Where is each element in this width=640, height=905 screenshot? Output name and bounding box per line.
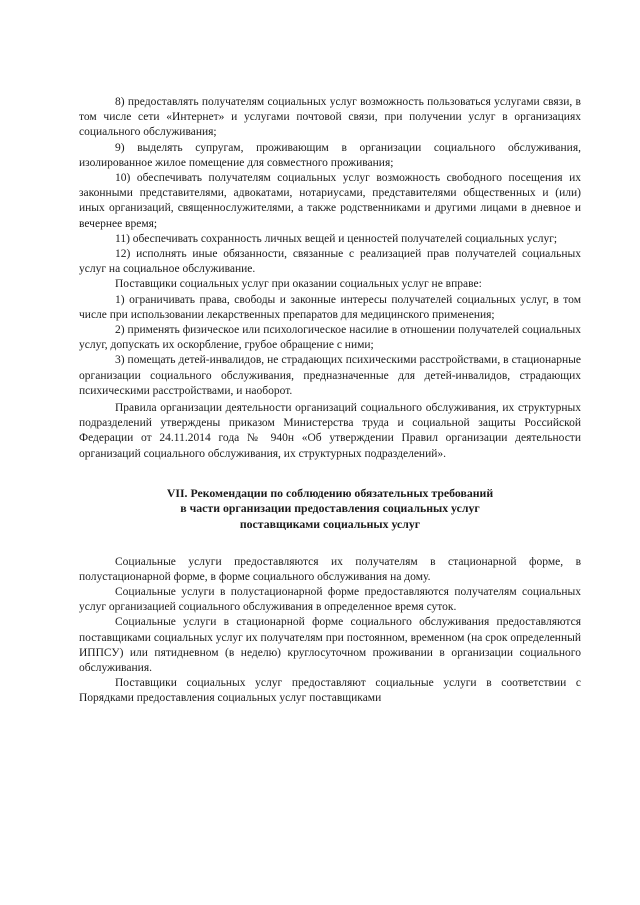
paragraph-stationary: Социальные услуги в стационарной форме социального обслуживания предоставляются поставщиками социальных услуг их получателям при постоянном, временном (на срок определенный ИППСУ) или пятидневном (в неделю) круглосуточном проживании в организации социального обслуживания.: [79, 616, 581, 675]
section-heading-line-3: поставщиками социальных услуг: [239, 517, 421, 532]
section-heading-line-1: VII. Рекомендации по соблюдению обязательных требований: [166, 485, 494, 500]
paragraph-item-8: 8) предоставлять получателям социальных услуг возможность пользоваться услугами связи, в том числе сети «Интернет» и услугами почтовой связи, при получении услуг в организациях социального обслуживания;: [79, 96, 581, 139]
paragraph-rules-reference: Правила организации деятельности организаций социального обслуживания, их структурных подразделений утверждены приказом Министерства труда и социальной защиты Российской Федерации от 24.11.2014 года № 940н «Об утверждении Правил организации деятельности организаций социального обслуживания, их структурных подразделений».: [79, 402, 581, 460]
paragraph-service-forms: Социальные услуги предоставляются их получателям в стационарной форме, в полустационарной форме, в форме социального обслуживания на дому.: [79, 555, 581, 583]
paragraph-item-11: 11) обеспечивать сохранность личных вещей и ценностей получателей социальных услуг;: [115, 232, 558, 245]
paragraph-prohibitions-intro: Поставщики социальных услуг при оказании социальных услуг не вправе:: [115, 278, 482, 291]
paragraph-prohibition-3: 3) помещать детей-инвалидов, не страдающих психическими расстройствами, в стационарные организации социального обслуживания, предназначенные для детей-инвалидов, страдающих психическими расстройствами, и наоборот.: [79, 354, 581, 397]
paragraph-providers: Поставщики социальных услуг предоставляют социальные услуги в соответствии с Порядками предоставления социальных услуг поставщиками: [79, 677, 581, 705]
paragraph-item-9: 9) выделять супругам, проживающим в организации социального обслуживания, изолированное жилое помещение для совместного проживания;: [79, 141, 581, 169]
paragraph-semi-stationary: Социальные услуги в полустационарной форме предоставляются получателям социальных услуг организацией социального обслуживания в определенное время суток.: [79, 586, 581, 614]
paragraph-item-12: 12) исполнять иные обязанности, связанные с реализацией прав получателей социальных услуг на социальное обслуживание.: [79, 248, 581, 276]
document-page: [79, 95, 581, 707]
section-heading-line-2: в части организации предоставления социальных услуг: [180, 501, 480, 516]
paragraph-item-10: 10) обеспечивать получателям социальных услуг возможность свободного посещения их законными представителями, адвокатами, нотариусами, представителями общественных и (или) иных организаций, священнослужителями, а также родственниками и другими лицами в дневное и вечернее время;: [79, 172, 581, 230]
paragraph-prohibition-1: 1) ограничивать права, свободы и законные интересы получателей социальных услуг, в том числе при использовании лекарственных препаратов для медицинского применения;: [79, 293, 581, 321]
paragraph-prohibition-2: 2) применять физическое или психологическое насилие в отношении получателей социальных услуг, допускать их оскорбление, грубое обращение с ними;: [79, 324, 581, 352]
section-heading: [79, 486, 581, 533]
